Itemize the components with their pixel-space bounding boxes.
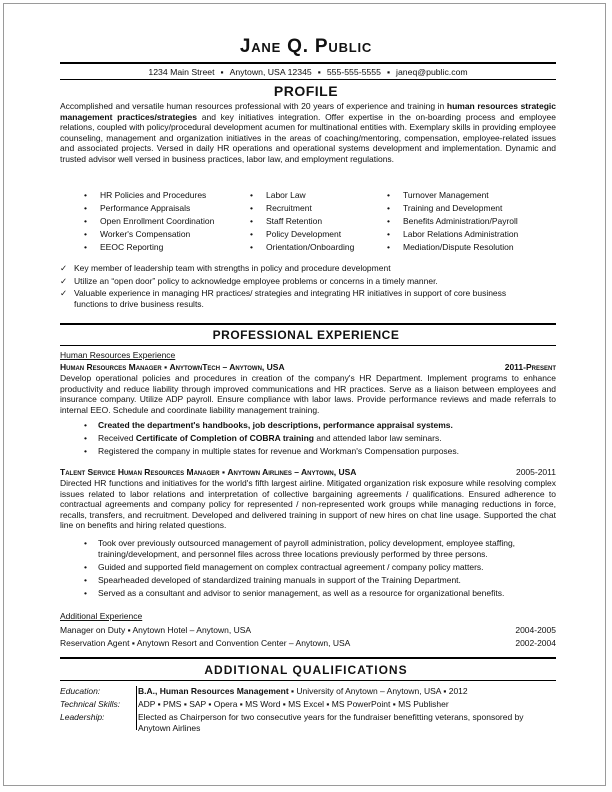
contact-phone: 555-555-5555 bbox=[326, 67, 381, 77]
skill-item: • Benefits Administration/Payroll bbox=[387, 215, 518, 228]
experience-heading: PROFESSIONAL EXPERIENCE bbox=[212, 328, 400, 342]
skill-item: • Staff Retention bbox=[250, 215, 354, 228]
contact-line: 1234 Main Street ▪ Anytown, USA 12345 ▪ 555-555-5555 ▪ janeq@public.com bbox=[148, 67, 468, 77]
skills-column-1 bbox=[84, 189, 214, 254]
skill-item: • Labor Law bbox=[250, 189, 354, 202]
job2-dates: 2005-2011 bbox=[515, 467, 556, 477]
additional-dates: 2004-2005 bbox=[515, 625, 556, 635]
qualifications-divider bbox=[136, 686, 137, 730]
job1-bullet: • Registered the company in multiple states for revenue and Workman's Compensation purposes. bbox=[84, 446, 534, 457]
skill-item: • Turnover Management bbox=[387, 189, 518, 202]
technical-value: ADP ▪ PMS ▪ SAP ▪ Opera ▪ MS Word ▪ MS Excel ▪ MS PowerPoint ▪ MS Publisher bbox=[138, 699, 449, 709]
contact-address: 1234 Main Street bbox=[148, 67, 215, 77]
check-icon: ✓ bbox=[60, 275, 68, 286]
skill-item: • Labor Relations Administration bbox=[387, 228, 518, 241]
highlight-item: ✓ Key member of leadership team with strengths in policy and procedure development bbox=[60, 263, 391, 273]
job1-dates: 2011-Present bbox=[504, 362, 556, 372]
education-label: Education: bbox=[60, 686, 101, 696]
job2-company: Anytown Airlines – Anytown, USA bbox=[227, 467, 357, 477]
job2-bullet: • Took over previously outsourced management of payroll administration, policy development, employee staffing, training/development, and personnel files across three locations previously performed by three persons. bbox=[84, 538, 534, 559]
skill-item: • Training and Development bbox=[387, 202, 518, 215]
highlight-item: ✓ Valuable experience in managing HR practices/ strategies and integrating HR initiatives in support of core business functions to drive business results. bbox=[60, 288, 507, 309]
skill-item: • HR Policies and Procedures bbox=[84, 189, 214, 202]
highlight-item: ✓ Utilize an “open door” policy to acknowledge employee problems or concerns in a timely manner. bbox=[60, 275, 438, 286]
job2-description: Directed HR functions and initiatives for the world's fifth largest airline. Mitigated organization risk exposure while resolving complex issues related to labor relations and interpretation of collective bargaining agreements / qualifications. Ensured adherence to contractual agreements and company policy for represented / non-represented work groups while managing reductions in force, recalls, transfers, and recruitment. Developed and delivered training in support of new hires on chat line usage. Supported the chat line on benefits and hiring related questions. bbox=[60, 478, 556, 531]
job1-company: AnytownTech – Anytown, USA bbox=[169, 362, 285, 372]
skill-item: • Performance Appraisals bbox=[84, 202, 214, 215]
header-rule-bottom bbox=[60, 79, 556, 80]
additional-row: Reservation Agent ▪ Anytown Resort and Convention Center – Anytown, USA 2002-2004 bbox=[60, 638, 556, 648]
technical-label: Technical Skills: bbox=[60, 699, 121, 709]
skill-item: • Mediation/Dispute Resolution bbox=[387, 241, 518, 254]
experience-rule-bottom bbox=[60, 345, 556, 346]
additional-row: Manager on Duty ▪ Anytown Hotel – Anytown, USA 2004-2005 bbox=[60, 625, 556, 635]
job2-header: Talent Service Human Resources Manager ▪ Anytown Airlines – Anytown, USA 2005-2011 bbox=[60, 467, 556, 477]
header-rule-top bbox=[60, 62, 556, 64]
qualifications-heading: ADDITIONAL QUALIFICATIONS bbox=[204, 663, 408, 677]
skills-column-2 bbox=[250, 189, 354, 254]
skill-item: • Recruitment bbox=[250, 202, 354, 215]
skills-column-3 bbox=[387, 189, 518, 254]
experience-rule-top bbox=[60, 323, 556, 325]
job1-bullet: • Created the department's handbooks, job descriptions, performance appraisal systems. bbox=[84, 420, 534, 431]
profile-highlights bbox=[60, 263, 530, 311]
check-icon: ✓ bbox=[60, 263, 68, 273]
candidate-name: Jane Q. Public bbox=[239, 36, 373, 57]
skill-item: • Worker's Compensation bbox=[84, 228, 214, 241]
contact-email: janeq@public.com bbox=[396, 67, 468, 77]
job2-bullet: • Served as a consultant and advisor to senior management, as well as a resource for organizational benefits. bbox=[84, 588, 534, 599]
additional-dates: 2002-2004 bbox=[515, 638, 556, 648]
leadership-value: Elected as Chairperson for two consecutive years for the fundraiser benefitting veterans, sponsored by Anytown Airlines bbox=[138, 712, 524, 733]
job2-bullets bbox=[84, 538, 534, 601]
profile-summary: Accomplished and versatile human resources professional with 20 years of experience and training in human resources strategic management practices/strategies and key initiatives integration. Offer expertise in the on-boarding process and employee relations, coupled with policy/procedural development acumen for multinational entities with. Exemplary skills in providing employee counseling, management and organization initiatives in the areas of coaching/mentoring, compensation, employee-related issues and associated projects. Versed in daily HR operations and operational systems development and implementation. Dynamic and trusted advisor well versed in business practices, labor law, and employment regulations. bbox=[60, 101, 557, 164]
job1-bullet: • Received Certificate of Completion of COBRA training and attended labor law seminars. bbox=[84, 433, 534, 444]
additional-experience-heading: Additional Experience bbox=[60, 611, 143, 621]
contact-city: Anytown, USA 12345 bbox=[229, 67, 312, 77]
hr-experience-heading: Human Resources Experience bbox=[60, 350, 176, 360]
qualifications-rule-bottom bbox=[60, 680, 556, 681]
check-icon: ✓ bbox=[60, 288, 68, 299]
job1-description: Develop operational policies and procedures in creation of the company's HR Department. Implement programs to enhance productivity and reduce liability through improved communications and HR practices. Serve as a liaison between employees and insurance company. Utilize ADP payroll. Ensure compliance with labor laws. Provide performance reviews and made referrals to internal EEO. Schedule and coordinate liability management training. bbox=[60, 373, 556, 415]
job2-title: Talent Service Human Resources Manager bbox=[60, 467, 220, 477]
leadership-label: Leadership: bbox=[60, 712, 105, 722]
job1-header: Human Resources Manager ▪ AnytownTech – Anytown, USA 2011-Present bbox=[60, 362, 556, 372]
skill-item: • EEOC Reporting bbox=[84, 241, 214, 254]
job2-bullet: • Spearheaded developed of standardized training manuals in support of the Training Department. bbox=[84, 575, 534, 586]
education-value: B.A., Human Resources Management ▪ University of Anytown – Anytown, USA ▪ 2012 bbox=[138, 686, 468, 696]
skill-item: • Policy Development bbox=[250, 228, 354, 241]
job2-bullet: • Guided and supported field management on complex contractual agreement / company policy matters. bbox=[84, 562, 534, 573]
job1-title: Human Resources Manager bbox=[60, 362, 162, 372]
profile-heading: PROFILE bbox=[273, 83, 339, 99]
qualifications-rule-top bbox=[60, 657, 556, 659]
job1-bullets bbox=[84, 420, 534, 459]
skill-item: • Open Enrollment Coordination bbox=[84, 215, 214, 228]
skill-item: • Orientation/Onboarding bbox=[250, 241, 354, 254]
